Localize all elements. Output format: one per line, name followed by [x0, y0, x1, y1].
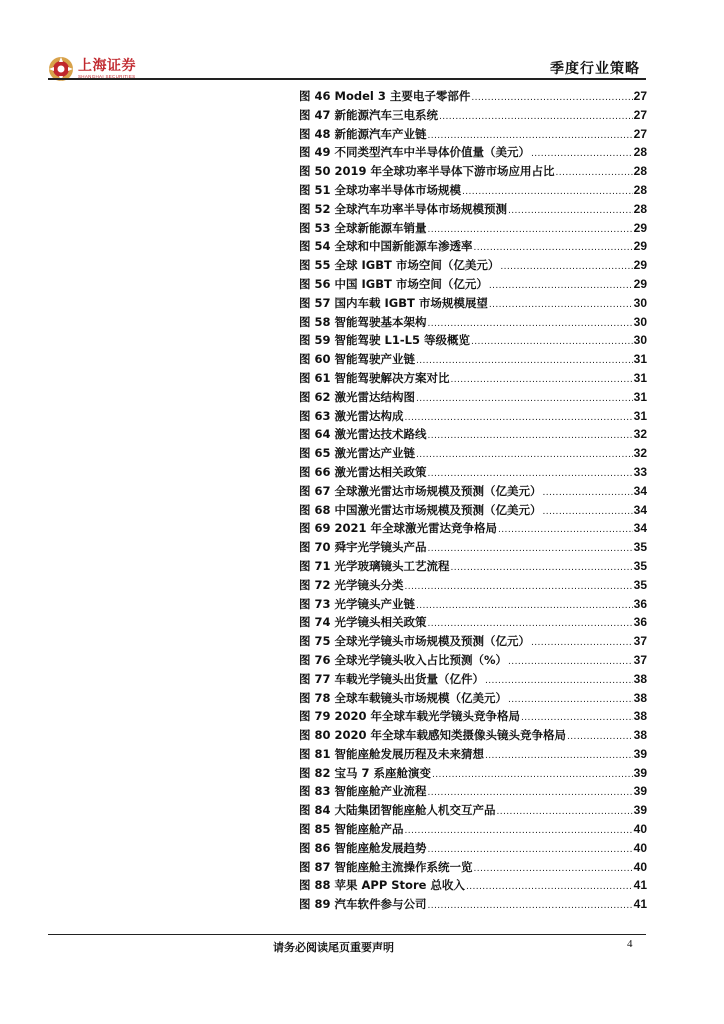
- page-number: 4: [627, 938, 633, 950]
- toc-entry[interactable]: [299, 557, 647, 576]
- toc-entry[interactable]: [299, 181, 647, 200]
- toc-entry-page: 39: [633, 765, 647, 780]
- toc-entry-label: 图 57 国内车载 IGBT 市场规模展望: [299, 295, 488, 310]
- toc-entry[interactable]: [299, 801, 647, 820]
- toc-entry-label: 图 88 苹果 APP Store 总收入: [299, 878, 465, 893]
- toc-entry[interactable]: [299, 162, 647, 181]
- toc-entry-label: 图 63 激光雷达构成: [299, 408, 404, 423]
- toc-entry-label: 图 50 2019 年全球功率半导体下游市场应用占比: [299, 164, 555, 179]
- toc-entry-label: 图 67 全球激光雷达市场规模及预测（亿美元）: [299, 483, 542, 498]
- toc-entry[interactable]: [299, 764, 647, 783]
- toc-entry[interactable]: [299, 87, 647, 106]
- toc-leader-dots: [567, 728, 633, 747]
- toc-entry-page: 36: [633, 615, 647, 630]
- toc-entry-label: 图 85 智能座舱产品: [299, 822, 404, 837]
- toc-entry[interactable]: [299, 839, 647, 858]
- toc-leader-dots: [485, 747, 633, 766]
- toc-entry-page: 31: [633, 370, 647, 385]
- toc-entry[interactable]: [299, 876, 647, 895]
- toc-entry-page: 40: [633, 840, 647, 855]
- footer-divider: [48, 934, 646, 935]
- logo-name-cn: 上海证券: [78, 57, 136, 74]
- toc-entry-page: 37: [633, 652, 647, 667]
- toc-leader-dots: [485, 672, 633, 691]
- toc-entry[interactable]: [299, 820, 647, 839]
- toc-leader-dots: [405, 822, 633, 841]
- toc-entry-page: 30: [633, 314, 647, 329]
- toc-entry-page: 33: [633, 464, 647, 479]
- toc-leader-dots: [451, 559, 633, 578]
- toc-entry[interactable]: [299, 651, 647, 670]
- toc-leader-dots: [471, 333, 633, 352]
- toc-entry-page: 27: [633, 107, 647, 122]
- toc-entry-label: 图 66 激光雷达相关政策: [299, 464, 427, 479]
- toc-entry-page: 38: [633, 709, 647, 724]
- toc-entry-page: 29: [633, 276, 647, 291]
- toc-leader-dots: [416, 390, 633, 409]
- toc-entry[interactable]: [299, 237, 647, 256]
- toc-entry-label: 图 74 光学镜头相关政策: [299, 615, 427, 630]
- toc-entry-label: 图 69 2021 年全球激光雷达竞争格局: [299, 521, 498, 536]
- toc-entry-page: 41: [633, 878, 647, 893]
- toc-entry[interactable]: [299, 331, 647, 350]
- toc-entry[interactable]: [299, 369, 647, 388]
- toc-entry-label: 图 77 车载光学镜头出货量（亿件）: [299, 671, 485, 686]
- toc-entry[interactable]: [299, 689, 647, 708]
- toc-entry-label: 图 71 光学玻璃镜头工艺流程: [299, 558, 450, 573]
- toc-entry-label: 图 76 全球光学镜头收入占比预测（%）: [299, 652, 508, 667]
- toc-leader-dots: [508, 653, 633, 672]
- toc-entry[interactable]: [299, 895, 647, 914]
- toc-leader-dots: [439, 108, 633, 127]
- toc-entry-page: 35: [633, 577, 647, 592]
- toc-leader-dots: [471, 89, 632, 108]
- toc-entry-page: 38: [633, 690, 647, 705]
- toc-leader-dots: [428, 540, 633, 559]
- logo-name-en: SHANGHAI SECURITIES: [78, 73, 136, 79]
- toc-leader-dots: [405, 409, 633, 428]
- toc-entry-page: 29: [633, 239, 647, 254]
- toc-entry[interactable]: [299, 106, 647, 125]
- page-header: [0, 0, 724, 90]
- figure-index-list: [299, 87, 647, 914]
- toc-entry[interactable]: [299, 219, 647, 238]
- toc-entry-label: 图 56 中国 IGBT 市场空间（亿元）: [299, 276, 488, 291]
- toc-entry-label: 图 58 智能驾驶基本架构: [299, 314, 427, 329]
- toc-entry-label: 图 79 2020 年全球车载光学镜头竞争格局: [299, 709, 521, 724]
- toc-leader-dots: [416, 597, 633, 616]
- toc-leader-dots: [500, 258, 632, 277]
- toc-entry-label: 图 72 光学镜头分类: [299, 577, 404, 592]
- toc-entry-page: 40: [633, 822, 647, 837]
- toc-entry[interactable]: [299, 538, 647, 557]
- toc-leader-dots: [489, 277, 633, 296]
- toc-entry-label: 图 61 智能驾驶解决方案对比: [299, 370, 450, 385]
- toc-entry[interactable]: [299, 482, 647, 501]
- toc-entry[interactable]: [299, 256, 647, 275]
- toc-entry[interactable]: [299, 858, 647, 877]
- toc-entry[interactable]: [299, 350, 647, 369]
- footer-disclaimer: 请务必阅读尾页重要声明: [273, 941, 394, 954]
- toc-leader-dots: [428, 427, 633, 446]
- toc-entry[interactable]: [299, 275, 647, 294]
- toc-entry-label: 图 49 不同类型汽车中半导体价值量（美元）: [299, 145, 531, 160]
- toc-entry[interactable]: [299, 613, 647, 632]
- toc-leader-dots: [498, 521, 633, 540]
- toc-entry[interactable]: [299, 444, 647, 463]
- toc-entry-label: 图 89 汽车软件参与公司: [299, 897, 427, 912]
- toc-entry-label: 图 73 光学镜头产业链: [299, 596, 416, 611]
- toc-entry[interactable]: [299, 463, 647, 482]
- toc-entry-page: 31: [633, 352, 647, 367]
- toc-entry-page: 29: [633, 220, 647, 235]
- report-type-title: 季度行业策略: [550, 61, 640, 77]
- toc-entry-page: 39: [633, 784, 647, 799]
- toc-entry-page: 28: [633, 182, 647, 197]
- toc-entry-label: 图 65 激光雷达产业链: [299, 446, 416, 461]
- toc-entry-page: 38: [633, 728, 647, 743]
- toc-entry-label: 图 53 全球新能源车销量: [299, 220, 427, 235]
- toc-leader-dots: [416, 446, 633, 465]
- toc-entry-label: 图 55 全球 IGBT 市场空间（亿美元）: [299, 258, 500, 273]
- toc-entry[interactable]: [299, 388, 647, 407]
- toc-entry[interactable]: [299, 632, 647, 651]
- toc-leader-dots: [531, 634, 633, 653]
- toc-entry[interactable]: [299, 670, 647, 689]
- toc-leader-dots: [489, 296, 633, 315]
- company-logo: [48, 54, 168, 84]
- toc-entry-label: 图 84 大陆集团智能座舱人机交互产品: [299, 803, 496, 818]
- toc-entry-page: 32: [633, 446, 647, 461]
- toc-entry-label: 图 54 全球和中国新能源车渗透率: [299, 239, 473, 254]
- toc-entry-page: 35: [633, 558, 647, 573]
- toc-entry[interactable]: [299, 576, 647, 595]
- toc-leader-dots: [508, 691, 633, 710]
- toc-entry-page: 34: [633, 483, 647, 498]
- toc-entry[interactable]: [299, 745, 647, 764]
- toc-entry-label: 图 48 新能源汽车产业链: [299, 126, 427, 141]
- toc-entry-label: 图 83 智能座舱产业流程: [299, 784, 427, 799]
- toc-entry-page: 39: [633, 803, 647, 818]
- toc-entry[interactable]: [299, 294, 647, 313]
- toc-entry-label: 图 51 全球功率半导体市场规模: [299, 182, 462, 197]
- toc-entry[interactable]: [299, 143, 647, 162]
- toc-entry[interactable]: [299, 407, 647, 426]
- toc-entry-page: 28: [633, 145, 647, 160]
- toc-entry-label: 图 86 智能座舱发展趋势: [299, 840, 427, 855]
- toc-entry-label: 图 64 激光雷达技术路线: [299, 427, 427, 442]
- toc-leader-dots: [543, 503, 633, 522]
- toc-entry[interactable]: [299, 707, 647, 726]
- toc-leader-dots: [466, 878, 633, 897]
- toc-entry-label: 图 81 智能座舱发展历程及未来猜想: [299, 746, 485, 761]
- toc-entry[interactable]: [299, 313, 647, 332]
- toc-entry-page: 35: [633, 540, 647, 555]
- toc-entry-page: 27: [633, 126, 647, 141]
- toc-entry-page: 32: [633, 427, 647, 442]
- toc-entry-page: 28: [633, 164, 647, 179]
- toc-leader-dots: [556, 164, 633, 183]
- toc-entry-page: 41: [633, 897, 647, 912]
- toc-entry[interactable]: [299, 501, 647, 520]
- toc-entry-page: 29: [633, 258, 647, 273]
- toc-entry-label: 图 78 全球车载镜头市场规模（亿美元）: [299, 690, 508, 705]
- toc-entry[interactable]: [299, 425, 647, 444]
- toc-entry-page: 31: [633, 408, 647, 423]
- toc-entry-label: 图 60 智能驾驶产业链: [299, 352, 416, 367]
- toc-leader-dots: [432, 766, 633, 785]
- toc-entry-label: 图 82 宝马 7 系座舱演变: [299, 765, 432, 780]
- toc-leader-dots: [405, 578, 633, 597]
- toc-entry[interactable]: [299, 726, 647, 745]
- toc-entry-page: 36: [633, 596, 647, 611]
- toc-entry-page: 27: [633, 89, 647, 103]
- toc-entry-label: 图 59 智能驾驶 L1-L5 等级概览: [299, 333, 470, 348]
- toc-leader-dots: [474, 860, 633, 879]
- toc-entry-label: 图 68 中国激光雷达市场规模及预测（亿美元）: [299, 502, 542, 517]
- toc-entry-page: 40: [633, 859, 647, 874]
- toc-entry[interactable]: [299, 125, 647, 144]
- toc-entry[interactable]: [299, 595, 647, 614]
- toc-entry-page: 30: [633, 333, 647, 348]
- header-divider: [48, 78, 646, 80]
- toc-leader-dots: [543, 484, 633, 503]
- toc-entry-label: 图 80 2020 年全球车载感知类摄像头镜头竞争格局: [299, 728, 567, 743]
- toc-entry-label: 图 47 新能源汽车三电系统: [299, 107, 439, 122]
- toc-entry-page: 30: [633, 295, 647, 310]
- toc-entry-page: 28: [633, 201, 647, 216]
- toc-entry-label: 图 75 全球光学镜头市场规模及预测（亿元）: [299, 634, 531, 649]
- toc-entry-label: 图 62 激光雷达结构图: [299, 389, 416, 404]
- toc-entry[interactable]: [299, 782, 647, 801]
- toc-leader-dots: [451, 371, 633, 390]
- toc-entry-label: 图 52 全球汽车功率半导体市场规模预测: [299, 201, 508, 216]
- toc-entry-page: 31: [633, 389, 647, 404]
- toc-entry-page: 39: [633, 746, 647, 761]
- toc-entry[interactable]: [299, 200, 647, 219]
- toc-leader-dots: [497, 803, 633, 822]
- toc-leader-dots: [428, 897, 633, 916]
- toc-entry-label: 图 46 Model 3 主要电子零部件: [299, 89, 471, 103]
- toc-leader-dots: [508, 202, 633, 221]
- toc-entry-page: 34: [633, 521, 647, 536]
- toc-entry-page: 37: [633, 634, 647, 649]
- toc-entry[interactable]: [299, 519, 647, 538]
- toc-entry-page: 38: [633, 671, 647, 686]
- toc-entry-label: 图 87 智能座舱主流操作系统一览: [299, 859, 473, 874]
- toc-entry-page: 34: [633, 502, 647, 517]
- toc-entry-label: 图 70 舜宇光学镜头产品: [299, 540, 427, 555]
